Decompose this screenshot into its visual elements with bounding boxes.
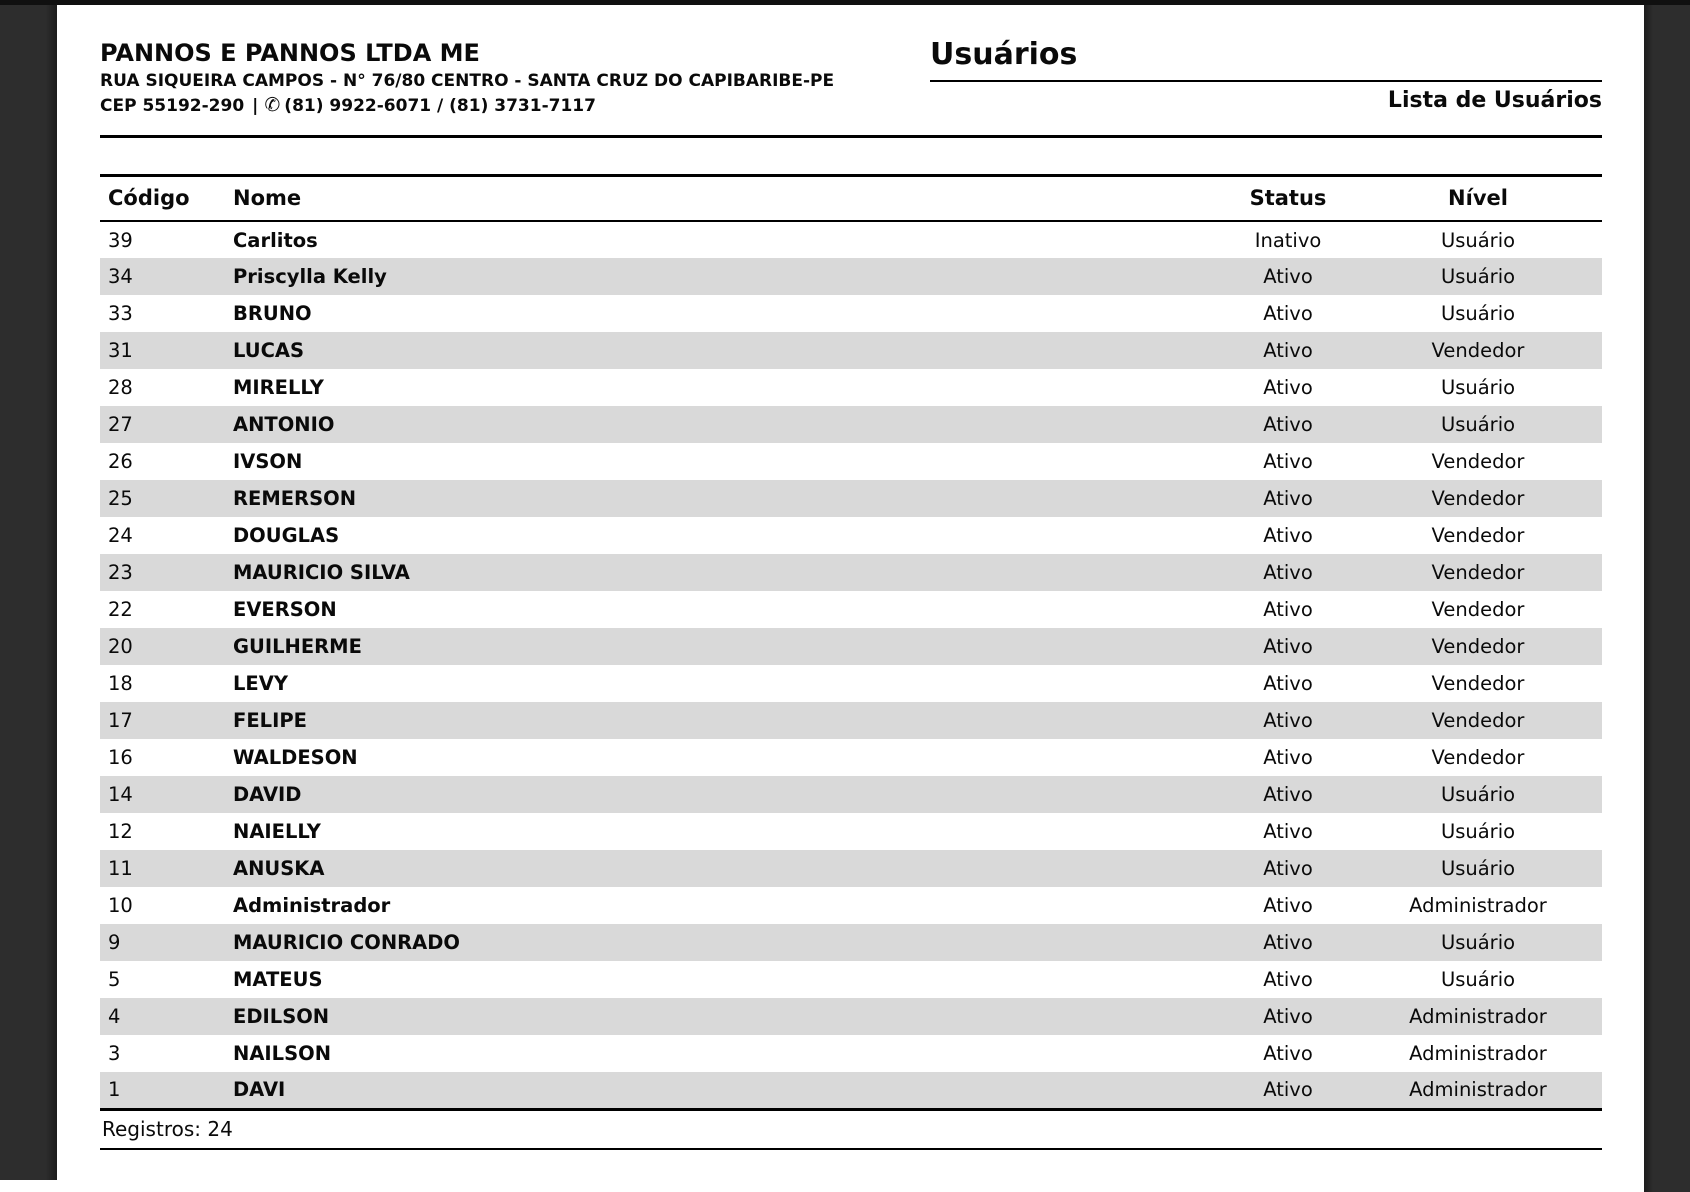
cell-spacer bbox=[1578, 406, 1602, 443]
cell-codigo: 31 bbox=[108, 339, 133, 363]
cell-nivel: Usuário bbox=[1440, 228, 1516, 252]
table-row bbox=[100, 591, 1602, 628]
cell-codigo: 16 bbox=[108, 746, 133, 770]
cell-nome: WALDESON bbox=[233, 746, 358, 770]
cell-codigo: 4 bbox=[108, 1005, 121, 1029]
table-row bbox=[100, 332, 1602, 369]
cell-status: Ativo bbox=[1263, 339, 1313, 363]
cell-codigo: 3 bbox=[108, 1042, 121, 1066]
cell-nivel: Vendedor bbox=[1431, 672, 1525, 696]
table-header-row bbox=[100, 175, 1602, 221]
document-header bbox=[100, 5, 1602, 119]
cell-nome: GUILHERME bbox=[233, 635, 362, 659]
cell-nivel: Usuário bbox=[1440, 783, 1516, 807]
cell-status: Ativo bbox=[1263, 450, 1313, 474]
cell-spacer bbox=[1578, 1072, 1602, 1109]
cell-spacer bbox=[1578, 776, 1602, 813]
cell-nome: MAURICIO SILVA bbox=[233, 561, 410, 585]
table-row bbox=[100, 850, 1602, 887]
column-header-spacer bbox=[1578, 175, 1602, 221]
company-address: RUA SIQUEIRA CAMPOS - N° 76/80 CENTRO - SANTA CRUZ DO CAPIBARIBE-PE bbox=[100, 71, 835, 91]
cell-spacer bbox=[1578, 924, 1602, 961]
report-page bbox=[57, 5, 1644, 1192]
company-name: PANNOS E PANNOS LTDA ME bbox=[100, 39, 480, 67]
cell-spacer bbox=[1578, 739, 1602, 776]
cell-status: Ativo bbox=[1263, 1005, 1313, 1029]
cell-spacer bbox=[1578, 591, 1602, 628]
cell-codigo: 26 bbox=[108, 450, 133, 474]
cell-nivel: Vendedor bbox=[1431, 450, 1525, 474]
cell-spacer bbox=[1578, 628, 1602, 665]
cell-codigo: 22 bbox=[108, 598, 133, 622]
cell-codigo: 10 bbox=[108, 894, 133, 918]
cell-nivel: Vendedor bbox=[1431, 598, 1525, 622]
viewer-left-margin bbox=[0, 5, 57, 1180]
cell-status: Ativo bbox=[1263, 894, 1313, 918]
cell-status: Ativo bbox=[1263, 1042, 1313, 1066]
records-count-label: Registros: 24 bbox=[102, 1116, 233, 1141]
cell-nivel: Vendedor bbox=[1431, 635, 1525, 659]
cell-status: Ativo bbox=[1263, 302, 1313, 326]
company-phones: (81) 9922-6071 / (81) 3731-7117 bbox=[284, 95, 596, 116]
cell-nome: DAVID bbox=[233, 783, 302, 807]
table-row bbox=[100, 221, 1602, 258]
cell-nome: MATEUS bbox=[233, 968, 323, 992]
cell-nome: MAURICIO CONRADO bbox=[233, 931, 461, 955]
cell-spacer bbox=[1578, 480, 1602, 517]
cell-nome: ANTONIO bbox=[233, 413, 335, 437]
cell-status: Ativo bbox=[1263, 265, 1313, 289]
cell-nome: BRUNO bbox=[233, 302, 312, 326]
cell-nivel: Vendedor bbox=[1431, 487, 1525, 511]
cell-spacer bbox=[1578, 221, 1602, 258]
cell-status: Ativo bbox=[1263, 968, 1313, 992]
cell-status: Ativo bbox=[1263, 413, 1313, 437]
table-row bbox=[100, 628, 1602, 665]
report-subtitle: Lista de Usuários bbox=[1387, 87, 1602, 113]
cell-nome: EVERSON bbox=[233, 598, 337, 622]
cell-spacer bbox=[1578, 1035, 1602, 1072]
cell-nivel: Vendedor bbox=[1431, 524, 1525, 548]
column-header-codigo: Código bbox=[100, 175, 233, 221]
table-row bbox=[100, 924, 1602, 961]
cell-status: Ativo bbox=[1263, 931, 1313, 955]
table-row bbox=[100, 295, 1602, 332]
cell-nome: Priscylla Kelly bbox=[233, 265, 387, 289]
company-block bbox=[100, 38, 930, 119]
cell-nome: LEVY bbox=[233, 672, 288, 696]
cell-status: Ativo bbox=[1263, 598, 1313, 622]
cell-nome: ANUSKA bbox=[233, 857, 325, 881]
table-row bbox=[100, 998, 1602, 1035]
cell-nivel: Usuário bbox=[1440, 413, 1516, 437]
cell-codigo: 25 bbox=[108, 487, 133, 511]
report-head bbox=[930, 38, 1602, 113]
column-header-nivel: Nível bbox=[1378, 175, 1578, 221]
cell-spacer bbox=[1578, 813, 1602, 850]
cell-nivel: Usuário bbox=[1440, 376, 1516, 400]
users-table-body bbox=[100, 221, 1602, 1109]
cell-status: Ativo bbox=[1263, 820, 1313, 844]
cell-codigo: 1 bbox=[108, 1078, 121, 1102]
cell-nivel: Vendedor bbox=[1431, 709, 1525, 733]
cell-nome: REMERSON bbox=[233, 487, 357, 511]
cell-codigo: 34 bbox=[108, 265, 133, 289]
cell-spacer bbox=[1578, 332, 1602, 369]
cell-codigo: 9 bbox=[108, 931, 121, 955]
cell-nivel: Administrador bbox=[1409, 1042, 1547, 1066]
cell-status: Ativo bbox=[1263, 561, 1313, 585]
cell-codigo: 5 bbox=[108, 968, 121, 992]
cell-codigo: 33 bbox=[108, 302, 133, 326]
cell-codigo: 20 bbox=[108, 635, 133, 659]
viewer-right-margin bbox=[1644, 5, 1690, 1192]
cell-spacer bbox=[1578, 258, 1602, 295]
cell-nivel: Vendedor bbox=[1431, 339, 1525, 363]
cell-nome: IVSON bbox=[233, 450, 303, 474]
table-row bbox=[100, 665, 1602, 702]
cell-nivel: Administrador bbox=[1409, 1078, 1547, 1102]
cell-nome: DOUGLAS bbox=[233, 524, 340, 548]
table-row bbox=[100, 554, 1602, 591]
column-header-nome: Nome bbox=[233, 175, 1198, 221]
cell-nome: EDILSON bbox=[233, 1005, 330, 1029]
table-row bbox=[100, 1072, 1602, 1109]
cell-nome: Carlitos bbox=[233, 228, 318, 252]
cell-nivel: Usuário bbox=[1440, 820, 1516, 844]
cell-status: Ativo bbox=[1263, 635, 1313, 659]
column-header-status: Status bbox=[1198, 175, 1378, 221]
cell-spacer bbox=[1578, 554, 1602, 591]
users-table bbox=[100, 174, 1602, 1111]
table-row bbox=[100, 887, 1602, 924]
cell-nivel: Vendedor bbox=[1431, 561, 1525, 585]
cell-nome: Administrador bbox=[233, 894, 391, 918]
cell-status: Ativo bbox=[1263, 376, 1313, 400]
cell-nivel: Usuário bbox=[1440, 968, 1516, 992]
cell-nome: FELIPE bbox=[233, 709, 307, 733]
cell-nome: DAVI bbox=[233, 1078, 286, 1102]
cell-nivel: Usuário bbox=[1440, 857, 1516, 881]
cell-status: Ativo bbox=[1263, 487, 1313, 511]
cell-status: Ativo bbox=[1263, 783, 1313, 807]
cell-status: Ativo bbox=[1263, 524, 1313, 548]
table-row bbox=[100, 258, 1602, 295]
cell-spacer bbox=[1578, 998, 1602, 1035]
cell-status: Ativo bbox=[1263, 1078, 1313, 1102]
cell-codigo: 11 bbox=[108, 857, 133, 881]
cell-nivel: Vendedor bbox=[1431, 746, 1525, 770]
cell-codigo: 14 bbox=[108, 783, 133, 807]
cell-codigo: 39 bbox=[108, 228, 133, 252]
cell-nome: MIRELLY bbox=[233, 376, 324, 400]
table-row bbox=[100, 702, 1602, 739]
table-row bbox=[100, 480, 1602, 517]
cell-spacer bbox=[1578, 369, 1602, 406]
cell-codigo: 23 bbox=[108, 561, 133, 585]
cell-nivel: Administrador bbox=[1409, 894, 1547, 918]
cell-nivel: Administrador bbox=[1409, 1005, 1547, 1029]
table-row bbox=[100, 443, 1602, 480]
cell-codigo: 17 bbox=[108, 709, 133, 733]
table-row bbox=[100, 961, 1602, 998]
cell-status: Ativo bbox=[1263, 746, 1313, 770]
cell-codigo: 27 bbox=[108, 413, 133, 437]
cell-status: Ativo bbox=[1263, 857, 1313, 881]
table-row bbox=[100, 369, 1602, 406]
cell-spacer bbox=[1578, 887, 1602, 924]
cell-codigo: 28 bbox=[108, 376, 133, 400]
report-content bbox=[100, 5, 1602, 1192]
cell-codigo: 12 bbox=[108, 820, 133, 844]
cell-codigo: 24 bbox=[108, 524, 133, 548]
cell-nome: NAILSON bbox=[233, 1042, 332, 1066]
cell-nome: NAIELLY bbox=[233, 820, 321, 844]
table-row bbox=[100, 406, 1602, 443]
company-contact bbox=[100, 93, 930, 119]
table-row bbox=[100, 517, 1602, 554]
records-count bbox=[100, 1111, 1602, 1150]
table-row bbox=[100, 739, 1602, 776]
company-cep: CEP 55192-290 bbox=[100, 95, 245, 116]
viewer-top-strip bbox=[0, 0, 1690, 5]
table-row bbox=[100, 1035, 1602, 1072]
cell-status: Ativo bbox=[1263, 709, 1313, 733]
cell-nivel: Usuário bbox=[1440, 931, 1516, 955]
contact-separator: | bbox=[252, 95, 259, 116]
cell-spacer bbox=[1578, 517, 1602, 554]
table-row bbox=[100, 813, 1602, 850]
cell-nome: LUCAS bbox=[233, 339, 305, 363]
cell-nivel: Usuário bbox=[1440, 265, 1516, 289]
cell-spacer bbox=[1578, 702, 1602, 739]
cell-status: Inativo bbox=[1254, 228, 1322, 252]
table-row bbox=[100, 776, 1602, 813]
cell-spacer bbox=[1578, 850, 1602, 887]
cell-spacer bbox=[1578, 295, 1602, 332]
phone-icon: ✆ bbox=[264, 93, 281, 116]
header-divider bbox=[100, 135, 1602, 138]
cell-spacer bbox=[1578, 443, 1602, 480]
cell-spacer bbox=[1578, 665, 1602, 702]
report-title: Usuários bbox=[930, 38, 1602, 82]
cell-nivel: Usuário bbox=[1440, 302, 1516, 326]
cell-codigo: 18 bbox=[108, 672, 133, 696]
cell-spacer bbox=[1578, 961, 1602, 998]
cell-status: Ativo bbox=[1263, 672, 1313, 696]
